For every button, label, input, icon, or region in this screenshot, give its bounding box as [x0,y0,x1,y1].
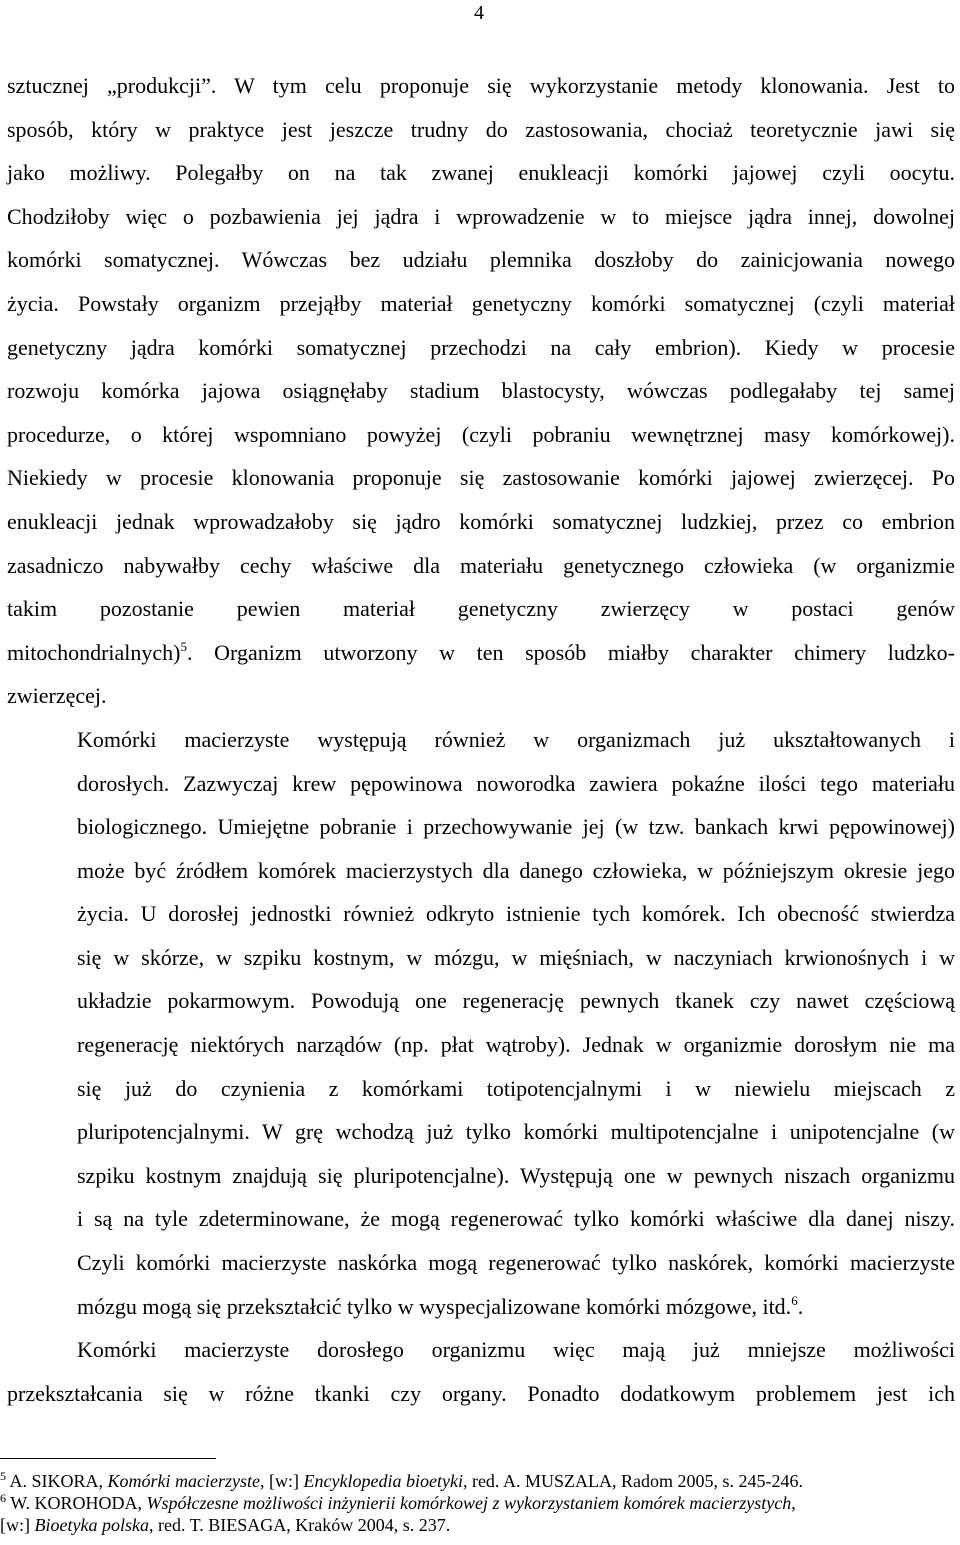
footnote-text: W. KOROHODA, [10,1493,147,1513]
footnote-text: , [791,1493,796,1513]
text-line: komórki somatycznej. Wówczas bez udziału plemnika doszłoby do zainicjowania nowego [7,247,955,273]
footnote-text: [w:] [0,1515,35,1535]
text-line: się w skórze, w szpiku kostnym, w mózgu, w mięśniach, w naczyniach krwionośnych i w [77,944,955,970]
text-line: rozwoju komórka jajowa osiągnęłaby stadium blastocysty, wówczas podlegałaby tej samej [7,378,955,404]
footnote-ref-5[interactable]: 5 [180,638,188,654]
text-line: życia. U dorosłej jednostki również odkryto istnienie tych komórek. Ich obecność stwierdza [77,901,955,927]
footnote-ref-6[interactable]: 6 [791,1292,798,1308]
footnote-title: Komórki macierzyste [107,1471,261,1491]
text-line: sztucznej „produkcji”. W tym celu proponuje się wykorzystanie metody klonowania. Jest to [7,73,955,98]
footnotes [0,1470,950,1536]
footnote-separator [0,1458,216,1459]
footnote-text: A. SIKORA, [9,1471,108,1491]
footnote-text: , red. A. MUSZALA, Radom 2005, s. 245-246. [462,1471,803,1491]
text-line: pluripotencjalnymi. W grę wchodzą już tylko komórki multipotencjalne i unipotencjalne (w [77,1119,955,1145]
text-line-with-footnote [7,1285,955,1329]
text-line: szpiku kostnym znajdują się pluripotencjalne). Występują one w pewnych niszach organizmu [77,1162,955,1188]
text-line: może być źródłem komórek macierzystych dla danego człowieka, w późniejszym okresie jego [77,857,955,883]
footnote-5 [0,1470,950,1492]
text-line: Chodziłoby więc o pozbawienia jej jądra i wprowadzenie w to miejsce jądra innej, dowolnej [7,203,955,229]
footnote-text: , red. T. BIESAGA, Kraków 2004, s. 237. [148,1515,451,1535]
text-line: zasadniczo nabywałby cechy właściwe dla materiału genetycznego człowieka (w organizmie [7,552,955,578]
footnote-6-continued [0,1514,950,1536]
footnote-6 [0,1492,950,1514]
text-line: Komórki macierzyste występują również w organizmach już ukształtowanych i [77,726,955,752]
text-line: jako możliwy. Polegałby on na tak zwanej enukleacji komórki jajowej czyli oocytu. [7,160,955,186]
paragraph-2 [7,718,955,1328]
text-line: procedurze, o której wspomniano powyżej (czyli pobraniu wewnętrznej masy komórkowej). [7,421,955,447]
text-segment: mózgu mogą się przekształcić tylko w wyspecjalizowane komórki mózgowe, itd. [77,1293,792,1319]
footnote-number: 6 [0,1491,6,1505]
text-line: Niekiedy w procesie klonowania proponuje się zastosowanie komórki jajowej zwierzęcej. Po [7,465,955,491]
paragraph-3 [7,1328,955,1415]
text-line-with-footnote [7,631,955,675]
text-line: Komórki macierzyste dorosłego organizmu więc mają już mniejsze możliwości [77,1337,955,1363]
text-line: życia. Powstały organizm przejąłby materiał genetyczny komórki somatycznej (czyli materiał [7,290,955,316]
text-segment: . Organizm utworzony w ten sposób miałby charakter chimery ludzko- [187,639,955,665]
body-text [7,64,955,1415]
text-line: enukleacji jednak wprowadzałoby się jądro komórki somatycznej ludzkiej, przez co embrion [7,508,955,534]
text-line: się już do czynienia z komórkami totipotencjalnymi i w niewielu miejscach z [77,1075,955,1101]
text-line: układzie pokarmowym. Powodują one regenerację pewnych tkanek czy nawet częściową [77,988,955,1014]
paragraph-1 [7,64,955,718]
text-line: dorosłych. Zazwyczaj krew pępowinowa noworodka zawiera pokaźne ilości tego materiału [77,770,955,796]
footnote-text: , [w:] [260,1471,304,1491]
text-line: takim pozostanie pewien materiał genetyczny zwierzęcy w postaci genów [7,596,955,622]
text-line: zwierzęcej. [7,683,107,709]
footnote-title: Współczesne możliwości inżynierii komórkowej z wykorzystaniem komórek macierzystych [146,1493,792,1513]
page-number: 4 [474,2,484,24]
footnote-number: 5 [0,1469,6,1483]
text-line: Czyli komórki macierzyste naskórka mogą regenerować tylko naskórek, komórki macierzyste [77,1250,955,1276]
text-line: sposób, który w praktyce jest jeszcze trudny do zastosowania, chociaż teoretycznie jawi się [7,116,955,142]
text-line: biologicznego. Umiejętne pobranie i przechowywanie jej (w tzw. bankach krwi pępowinowej) [77,814,955,840]
footnote-source: Encyklopedia bioetyki [303,1471,463,1491]
text-line: genetyczny jądra komórki somatycznej przechodzi na cały embrion). Kiedy w procesie [7,334,955,360]
text-line: i są na tyle zdeterminowane, że mogą regenerować tylko komórki właściwe dla danej niszy. [77,1206,955,1232]
text-segment: . [797,1293,804,1319]
text-segment: mitochondrialnych) [7,639,181,665]
text-line: przekształcania się w różne tkanki czy organy. Ponadto dodatkowym problemem jest ich [7,1380,955,1406]
text-line: regenerację niektórych narządów (np. płat wątroby). Jednak w organizmie dorosłym nie ma [77,1032,955,1058]
footnote-source: Bioetyka polska [34,1515,149,1535]
